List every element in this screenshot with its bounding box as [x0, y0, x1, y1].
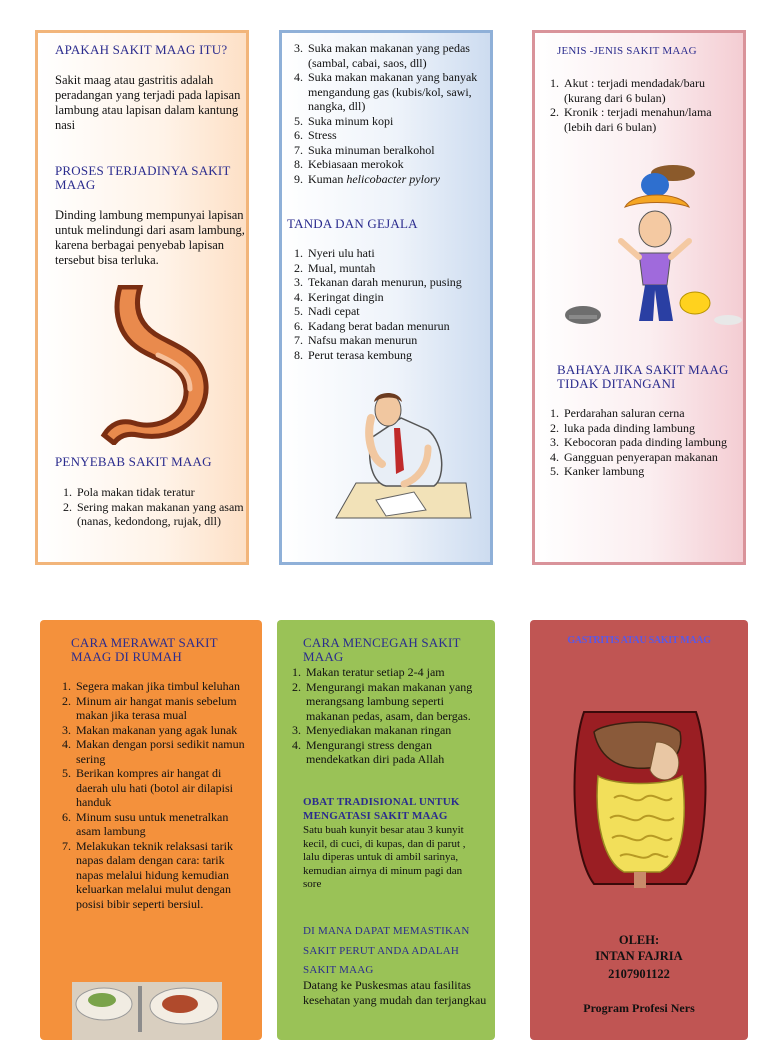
list-item: 8. Kebiasaan merokok — [306, 157, 486, 172]
list-item: 3. Kebocoran pada dinding lambung — [562, 435, 745, 450]
prevention-list — [284, 665, 489, 767]
traditional-medicine-text: Satu buah kunyit besar atau 3 kunyit kecil, di cuci, di kupas, dan di parut , lalu diperas untuk di ambil sarinya, kemudian airnya di minum pagi dan sore — [303, 824, 466, 890]
panel-definition — [35, 30, 249, 565]
list-item: 3. Makan makanan yang agak lunak — [74, 723, 254, 738]
list-item: 4. Gangguan penyerapan makanan — [562, 450, 745, 465]
symptoms-list — [286, 246, 486, 362]
heading-what-is-gastritis: APAKAH SAKIT MAAG ITU? — [55, 42, 228, 57]
stomach-illustration — [98, 285, 218, 445]
list-item: 6. Minum susu untuk menetralkan asam lambung — [74, 810, 254, 839]
panel-cover — [530, 620, 748, 1040]
list-item: 5. Nadi cepat — [306, 304, 486, 319]
list-item: 5. Berikan kompres air hangat di daerah ulu hati (botol air dilapisi handuk — [74, 766, 254, 810]
definition-text: Sakit maag atau gastritis adalah peradangan yang terjadi pada lapisan lambung atau lapisan dalam kantung nasi — [55, 73, 241, 132]
list-item: 3. Tekanan darah menurun, pusing — [306, 275, 486, 290]
heading-traditional-medicine: OBAT TRADISIONAL UNTUK MENGATASI SAKIT MAAG — [303, 796, 460, 822]
list-item: 2. Mengurangi makan makanan yang merangsang lambung seperti makanan pedas, asam, dan bergas. — [304, 680, 489, 724]
dangers-list — [540, 406, 745, 479]
list-item: 6. Stress — [306, 128, 486, 143]
program-name: Program Profesi Ners — [583, 1001, 695, 1015]
list-item: 1. Segera makan jika timbul keluhan — [74, 679, 254, 694]
list-item: 2. Minum air hangat manis sebelum makan jika terasa mual — [74, 694, 254, 723]
list-item: 1. Nyeri ulu hati — [306, 246, 486, 261]
panel-types-dangers — [532, 30, 746, 565]
list-item: 5. Suka minum kopi — [306, 114, 486, 129]
list-item: 7. Melakukan teknik relaksasi tarik napas dalam dengan cara: tarik napas melalui hidung kemudian keluarkan melalui mulut dengan posisi bibir seperti bersiul. — [74, 839, 254, 912]
types-list — [540, 76, 740, 134]
list-item: 2. luka pada dinding lambung — [562, 421, 745, 436]
panel-causes-symptoms — [279, 30, 493, 565]
heading-process: PROSES TERJADINYA SAKIT MAAG — [55, 163, 231, 192]
panel-prevention — [277, 620, 495, 1040]
author-name: INTAN FAJRIA — [595, 949, 683, 963]
list-item: 2. Sering makan makanan yang asam (nanas, kedondong, rujak, dll) — [75, 500, 249, 529]
author-nim: 2107901122 — [608, 967, 670, 981]
list-item: 4. Makan dengan porsi sedikit namun sering — [74, 737, 254, 766]
heading-where-to-check: DI MANA DAPAT MEMASTIKAN SAKIT PERUT ANDA ADALAH SAKIT MAAG — [303, 925, 470, 976]
process-text: Dinding lambung mempunyai lapisan untuk melindungi dari asam lambung, karena berbagai penyebab lapisan tersebut bisa terluka. — [55, 208, 245, 267]
list-item: 6. Kadang berat badan menurun — [306, 319, 486, 334]
heading-home-care: CARA MERAWAT SAKIT MAAG DI RUMAH — [71, 635, 218, 664]
heading-types: JENIS -JENIS SAKIT MAAG — [557, 45, 697, 57]
list-item: 7. Nafsu makan menurun — [306, 333, 486, 348]
list-item: 3. Menyediakan makanan ringan — [304, 723, 489, 738]
list-item: 1. Akut : terjadi mendadak/baru (kurang dari 6 bulan) — [562, 76, 740, 105]
list-item: 4. Mengurangi stress dengan mendekatkan diri pada Allah — [304, 738, 489, 767]
where-to-check-text: Datang ke Puskesmas atau fasilitas kesehatan yang mudah dan terjangkau — [303, 978, 487, 1007]
list-item: 1. Perdarahan saluran cerna — [562, 406, 745, 421]
dizzy-man-illustration — [563, 155, 745, 335]
list-item: 7. Suka minuman beralkohol — [306, 143, 486, 158]
list-item — [306, 172, 486, 187]
heading-causes: PENYEBAB SAKIT MAAG — [55, 454, 212, 469]
list-item: 8. Perut terasa kembung — [306, 348, 486, 363]
list-item: 3. Suka makan makanan yang pedas (sambal, cabai, saos, dll) — [306, 41, 486, 70]
cause-prefix: Kuman — [308, 171, 347, 186]
list-item: 2. Kronik : terjadi menahun/lama (lebih dari 6 bulan) — [562, 105, 740, 134]
sick-man-at-desk-illustration — [316, 388, 476, 523]
heading-prevention: CARA MENCEGAH SAKIT MAAG — [303, 635, 461, 664]
list-item: 2. Mual, muntah — [306, 261, 486, 276]
panel-home-care — [40, 620, 262, 1040]
digestive-system-illustration — [564, 702, 716, 894]
list-item: 4. Keringat dingin — [306, 290, 486, 305]
causes-list-b — [286, 41, 486, 186]
list-item: 5. Kanker lambung — [562, 464, 745, 479]
author-label: OLEH: — [618, 933, 660, 947]
cause-bacteria: helicobacter pylory — [346, 171, 440, 186]
causes-list-a — [55, 485, 249, 529]
cover-title: GASTRITIS ATAU SAKIT MAAG — [567, 635, 711, 646]
list-item: 1. Makan teratur setiap 2-4 jam — [304, 665, 489, 680]
heading-dangers: BAHAYA JIKA SAKIT MAAG TIDAK DITANGANI — [557, 362, 729, 391]
list-item: 4. Suka makan makanan yang banyak mengandung gas (kubis/kol, sawi, nangka, dll) — [306, 70, 486, 114]
home-care-list — [54, 679, 254, 911]
heading-symptoms: TANDA DAN GEJALA — [287, 216, 418, 231]
food-photo — [72, 982, 222, 1040]
list-item: 1. Pola makan tidak teratur — [75, 485, 249, 500]
